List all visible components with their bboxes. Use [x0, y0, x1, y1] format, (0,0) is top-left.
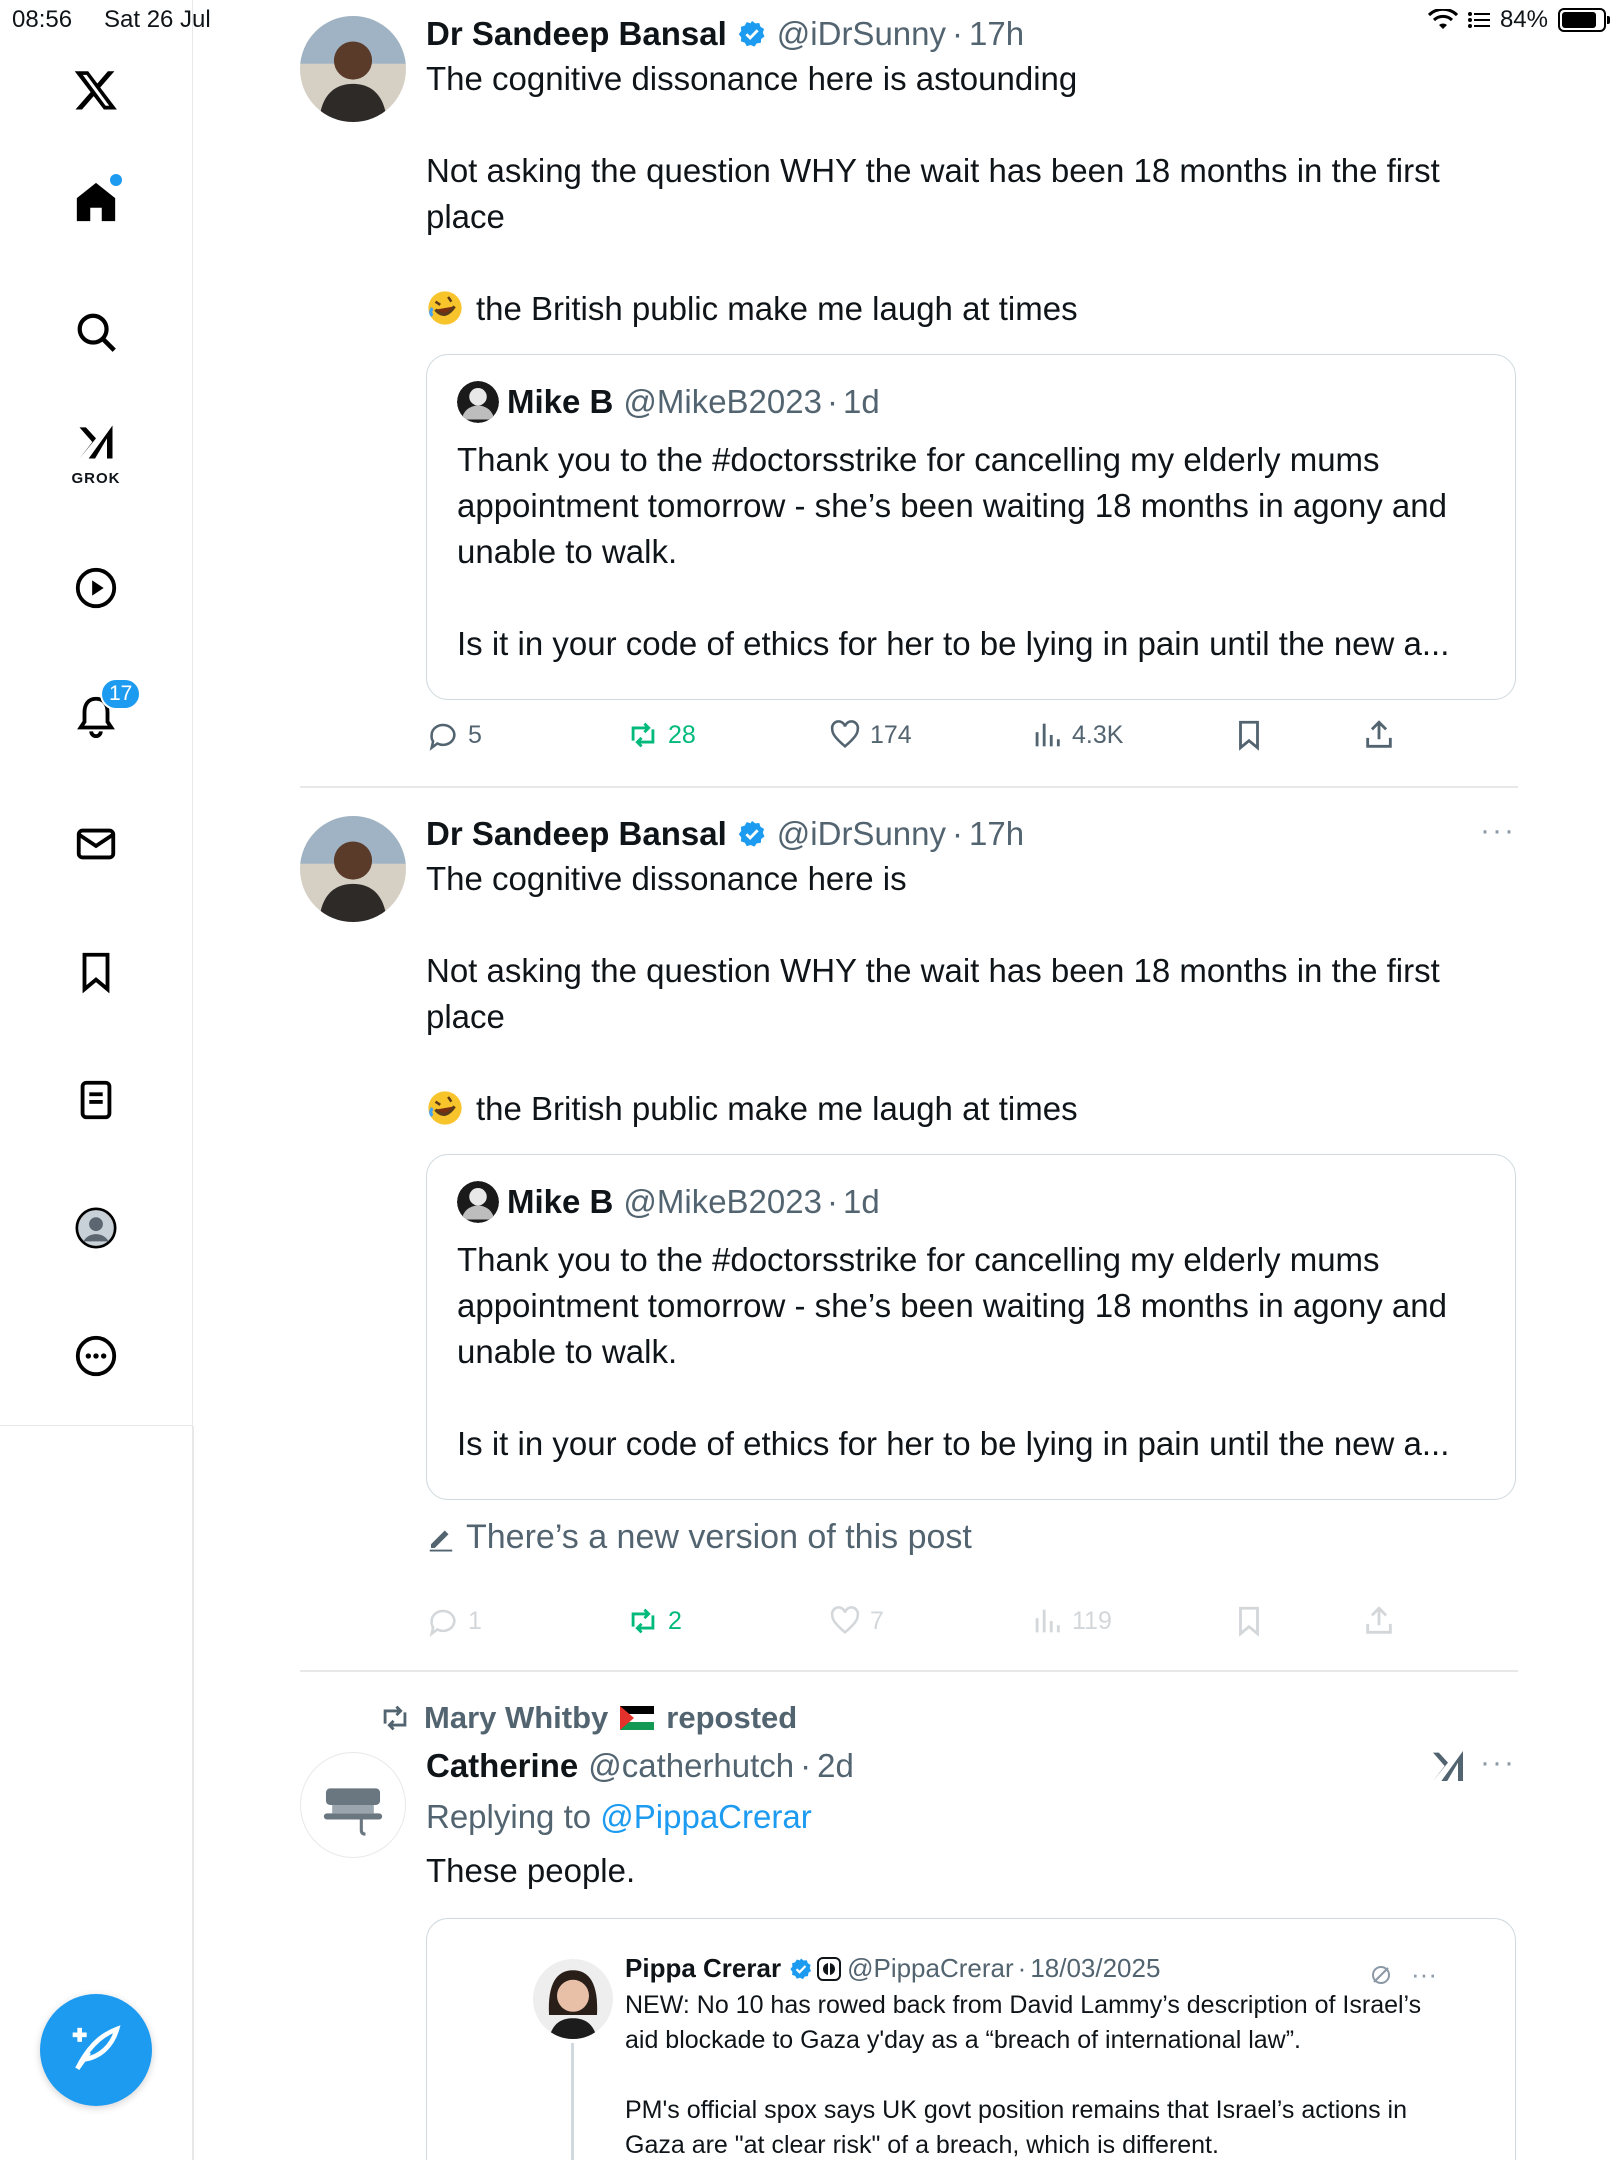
- author-avatar[interactable]: [300, 16, 406, 122]
- embedded-separator: ·: [1017, 1953, 1027, 1983]
- tweet-text: [426, 856, 1516, 1132]
- sidebar-item-home[interactable]: [66, 172, 126, 232]
- tweet-actions: [426, 718, 1426, 762]
- quoted-time: 1d: [842, 383, 880, 420]
- embedded-paragraph: NEW: No 10 has rowed back from David Lammy’s description of Israel’s aid blockade to Gaza y'day as a “breach of international law”.: [625, 1991, 1422, 2054]
- rofl-emoji-icon: [426, 289, 464, 327]
- embedded-avatar: [533, 1959, 613, 2039]
- replying-label: Replying to: [426, 1798, 592, 1835]
- embedded-time: 18/03/2025: [1030, 1953, 1161, 1983]
- replying-to-link[interactable]: @PippaCrerar: [600, 1798, 812, 1835]
- sidebar-item-messages[interactable]: [66, 814, 126, 874]
- embedded-tweet-card[interactable]: [426, 1918, 1516, 2160]
- embedded-paragraph: PM's official spox says UK govt position remains that Israel’s actions in Gaza are "at clear risk" of a breach, which is different.: [625, 2096, 1407, 2159]
- reply-count: 1: [468, 1606, 482, 1635]
- lists-icon: [73, 1077, 119, 1123]
- sidebar-item-bookmarks[interactable]: [66, 942, 126, 1002]
- edit-pencil-icon: [426, 1523, 456, 1553]
- views-count: 119: [1072, 1606, 1112, 1635]
- tweet-paragraph: Not asking the question WHY the wait has been 18 months in the first place: [426, 952, 1440, 1035]
- author-handle[interactable]: @catherhutch: [588, 1747, 795, 1784]
- tweet-time[interactable]: 2d: [817, 1747, 854, 1784]
- tweet-paragraph: the British public make me laugh at times: [476, 1090, 1078, 1127]
- status-time: 08:56: [12, 6, 73, 33]
- reply-icon: [426, 718, 460, 752]
- share-icon: [1362, 1604, 1396, 1638]
- author-handle[interactable]: @iDrSunny: [776, 15, 947, 52]
- quoted-header: [457, 1181, 880, 1223]
- quoted-separator: ·: [826, 1183, 838, 1220]
- sidebar-item-profile[interactable]: [66, 1198, 126, 1258]
- reply-button[interactable]: [426, 718, 482, 752]
- repost-count: 2: [668, 1606, 682, 1635]
- profile-icon: [73, 1205, 119, 1251]
- quoted-paragraph: Is it in your code of ethics for her to be lying in pain until the new a...: [457, 1425, 1450, 1462]
- embedded-controls: [1369, 1959, 1437, 1990]
- like-count: 174: [870, 720, 912, 749]
- grok-icon: [74, 420, 118, 464]
- bookmark-button[interactable]: [1232, 1604, 1266, 1638]
- header-separator: ·: [800, 1747, 812, 1784]
- views-button[interactable]: [1030, 1604, 1112, 1638]
- author-name[interactable]: Dr Sandeep Bansal: [426, 815, 727, 852]
- like-button[interactable]: [828, 718, 912, 752]
- tweet-paragraph: Not asking the question WHY the wait has been 18 months in the first place: [426, 152, 1440, 235]
- tweet-header: [426, 814, 1516, 854]
- tweet-time[interactable]: 17h: [969, 815, 1025, 852]
- views-icon: [1030, 1604, 1064, 1638]
- quoted-tweet[interactable]: [426, 354, 1516, 700]
- edited-notice[interactable]: [426, 1518, 972, 1557]
- header-separator: ·: [952, 815, 964, 852]
- views-count: 4.3K: [1072, 720, 1124, 749]
- x-logo-icon[interactable]: [66, 60, 126, 120]
- tweet-text: [426, 56, 1516, 332]
- author-name[interactable]: Dr Sandeep Bansal: [426, 15, 727, 52]
- author-avatar[interactable]: [300, 816, 406, 922]
- author-name[interactable]: Catherine: [426, 1747, 579, 1784]
- messages-icon: [73, 821, 119, 867]
- repost-context-icon: [378, 1701, 412, 1735]
- tweet-header: [426, 1746, 1516, 1786]
- quoted-tweet[interactable]: [426, 1154, 1516, 1500]
- thread-line: [571, 2043, 574, 2160]
- more-icon: [73, 1333, 119, 1379]
- quoted-text: [457, 1237, 1487, 1467]
- embedded-more-icon[interactable]: ···: [1411, 1959, 1437, 1989]
- tweet-paragraph: the British public make me laugh at times: [476, 290, 1078, 327]
- repost-context[interactable]: [378, 1700, 797, 1736]
- edited-indicator-icon[interactable]: [1369, 1963, 1393, 1987]
- like-icon: [828, 1604, 862, 1638]
- battery-percent: 84%: [1499, 6, 1548, 33]
- bookmark-button[interactable]: [1232, 718, 1266, 752]
- status-date: Sat 26 Jul: [104, 6, 211, 33]
- quoted-author-handle: @MikeB2023: [623, 383, 822, 420]
- repost-count: 28: [668, 720, 696, 749]
- reply-count: 5: [468, 720, 482, 749]
- tweet[interactable]: [300, 14, 1518, 774]
- bookmark-icon: [1232, 718, 1266, 752]
- tweet-actions: [426, 1604, 1426, 1648]
- sidebar-item-video[interactable]: [66, 558, 126, 618]
- more-options-icon[interactable]: ···: [1480, 1746, 1516, 1779]
- quoted-header: [457, 381, 880, 423]
- search-icon: [73, 309, 119, 355]
- tweet[interactable]: [300, 814, 1518, 1664]
- embedded-author-handle: @PippaCrerar: [847, 1953, 1014, 1983]
- battery-icon: [1558, 8, 1606, 32]
- embedded-author-name: Pippa Crerar: [625, 1953, 782, 1983]
- embedded-header: [625, 1953, 1455, 1984]
- tweet-header: [426, 14, 1516, 54]
- sidebar-item-more[interactable]: [66, 1326, 126, 1386]
- video-icon: [73, 565, 119, 611]
- quoted-avatar[interactable]: [457, 1181, 499, 1223]
- reply-button[interactable]: [426, 1604, 482, 1638]
- quoted-author-name: Mike B: [507, 383, 614, 420]
- views-icon: [1030, 718, 1064, 752]
- quoted-author-handle: @MikeB2023: [623, 1183, 822, 1220]
- home-unread-dot: [110, 174, 122, 186]
- share-button[interactable]: [1362, 718, 1396, 752]
- tweet-paragraph: The cognitive dissonance here is astounding: [426, 60, 1078, 97]
- repost-button[interactable]: [626, 1604, 682, 1638]
- more-options-icon[interactable]: ···: [1480, 814, 1516, 847]
- battery-fill: [1562, 12, 1596, 28]
- bookmark-icon: [1232, 1604, 1266, 1638]
- quoted-paragraph: Thank you to the #doctorsstrike for cancelling my elderly mums appointment tomorrow - she’s been waiting 18 months in agony and unable to walk.: [457, 441, 1447, 570]
- edited-notice-text: There’s a new version of this post: [466, 1518, 972, 1556]
- sidebar-item-notifications[interactable]: [66, 682, 133, 746]
- quoted-separator: ·: [826, 383, 838, 420]
- like-icon: [828, 718, 862, 752]
- quoted-time: 1d: [842, 1183, 880, 1220]
- reply-icon: [426, 1604, 460, 1638]
- replying-to: [426, 1798, 1516, 1836]
- verified-badge-icon: [737, 819, 767, 849]
- author-avatar[interactable]: [300, 1752, 406, 1858]
- compose-icon: [68, 2022, 124, 2078]
- affiliation-badge-icon: [817, 1957, 841, 1981]
- quoted-avatar[interactable]: [457, 381, 499, 423]
- tweet-paragraph: These people.: [426, 1852, 636, 1889]
- author-handle[interactable]: @iDrSunny: [776, 815, 947, 852]
- verified-badge-icon: [789, 1957, 813, 1981]
- reposted-by-name[interactable]: Mary Whitby: [424, 1700, 609, 1735]
- repost-button[interactable]: [626, 718, 696, 752]
- quoted-text: [457, 437, 1487, 667]
- tweet-paragraph: The cognitive dissonance here is: [426, 860, 907, 897]
- tweet-time[interactable]: 17h: [969, 15, 1025, 52]
- tweet-text: [426, 1848, 1516, 1894]
- sidebar-rail: [192, 1426, 194, 2160]
- sidebar-item-search[interactable]: [66, 302, 126, 362]
- embedded-text: [625, 1988, 1455, 2160]
- reposted-label: reposted: [666, 1700, 798, 1735]
- quoted-author-name: Mike B: [507, 1183, 614, 1220]
- share-icon: [1362, 718, 1396, 752]
- rofl-emoji-icon: [426, 1089, 464, 1127]
- grok-label: GROK: [71, 470, 121, 487]
- sidebar-item-lists[interactable]: [66, 1070, 126, 1130]
- like-button[interactable]: [828, 1604, 884, 1638]
- repost-icon: [626, 1604, 660, 1638]
- compose-button[interactable]: [40, 1994, 152, 2106]
- share-button[interactable]: [1362, 1604, 1396, 1638]
- quoted-paragraph: Is it in your code of ethics for her to be lying in pain until the new a...: [457, 625, 1450, 662]
- sidebar-nav: [0, 0, 193, 1426]
- home-icon: [73, 179, 119, 225]
- notifications-badge: 17: [100, 678, 141, 710]
- bookmarks-icon: [73, 949, 119, 995]
- tweet-divider: [300, 786, 1518, 788]
- quoted-paragraph: Thank you to the #doctorsstrike for cancelling my elderly mums appointment tomorrow - she’s been waiting 18 months in agony and unable to walk.: [457, 1241, 1447, 1370]
- sidebar-item-grok[interactable]: [66, 420, 126, 487]
- palestine-flag-icon: [620, 1706, 654, 1730]
- verified-badge-icon: [737, 19, 767, 49]
- repost-icon: [626, 718, 660, 752]
- tweet-divider: [300, 1670, 1518, 1672]
- views-button[interactable]: [1030, 718, 1123, 752]
- header-separator: ·: [952, 15, 964, 52]
- like-count: 7: [870, 1606, 884, 1635]
